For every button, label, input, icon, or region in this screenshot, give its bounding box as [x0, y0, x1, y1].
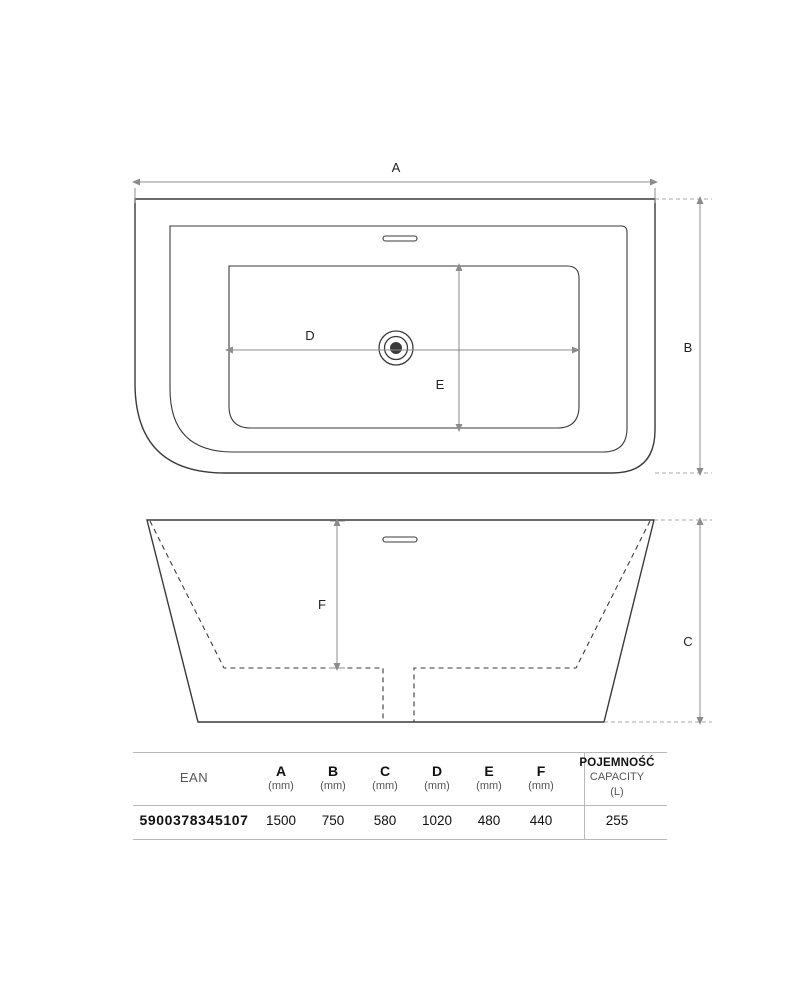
dimension-a [135, 160, 655, 203]
front-view-group [147, 520, 712, 722]
top-view-group [135, 160, 712, 473]
table-header-row [133, 752, 667, 804]
column-unit-e: (mm) [476, 779, 502, 792]
table-row [133, 804, 667, 838]
dimension-label-a: A [391, 160, 401, 175]
column-header-capacity-en: CAPACITY [589, 770, 645, 783]
tub-interior-hidden-left [150, 521, 383, 722]
cell-c: 580 [373, 813, 397, 828]
column-unit-capacity: (L) [610, 785, 624, 798]
specification-table [133, 752, 667, 838]
column-unit-c: (mm) [372, 779, 398, 792]
column-header-b: B [327, 762, 339, 779]
cell-e: 480 [477, 813, 501, 828]
column-unit-a: (mm) [268, 779, 294, 792]
dimension-label-b: B [683, 340, 693, 355]
tub-front-outline [147, 520, 654, 722]
dimension-f [318, 521, 345, 668]
table-rule-bottom [133, 839, 667, 840]
column-header-f: F [536, 762, 546, 779]
dimension-c [683, 525, 700, 717]
column-unit-f: (mm) [528, 779, 554, 792]
dimension-b [684, 204, 700, 468]
column-header-e: E [484, 762, 494, 779]
column-header-a: A [275, 762, 287, 779]
tub-rim-outline [170, 226, 627, 452]
dimension-label-d: D [305, 328, 315, 343]
cell-b: 750 [321, 813, 345, 828]
drain-icon [379, 331, 413, 365]
dimension-label-e: E [435, 377, 445, 392]
dimension-label-c: C [683, 634, 693, 649]
cell-ean: 5900378345107 [139, 812, 249, 828]
cell-f: 440 [529, 813, 553, 828]
overflow-slot-icon [383, 236, 417, 241]
column-header-c: C [379, 762, 391, 779]
column-unit-d: (mm) [424, 779, 450, 792]
overflow-slot-icon-front [383, 537, 417, 542]
column-header-d: D [431, 762, 443, 779]
cell-d: 1020 [421, 813, 453, 828]
tub-basin-outline [229, 266, 579, 428]
dimension-e [436, 271, 459, 424]
column-header-ean: EAN [179, 770, 209, 785]
column-unit-b: (mm) [320, 779, 346, 792]
tub-interior-hidden-right [414, 521, 650, 722]
cell-a: 1500 [265, 813, 297, 828]
column-header-capacity-pl: POJEMNOŚĆ [579, 757, 655, 770]
dimension-label-f: F [318, 597, 326, 612]
cell-capacity: 255 [605, 813, 629, 828]
